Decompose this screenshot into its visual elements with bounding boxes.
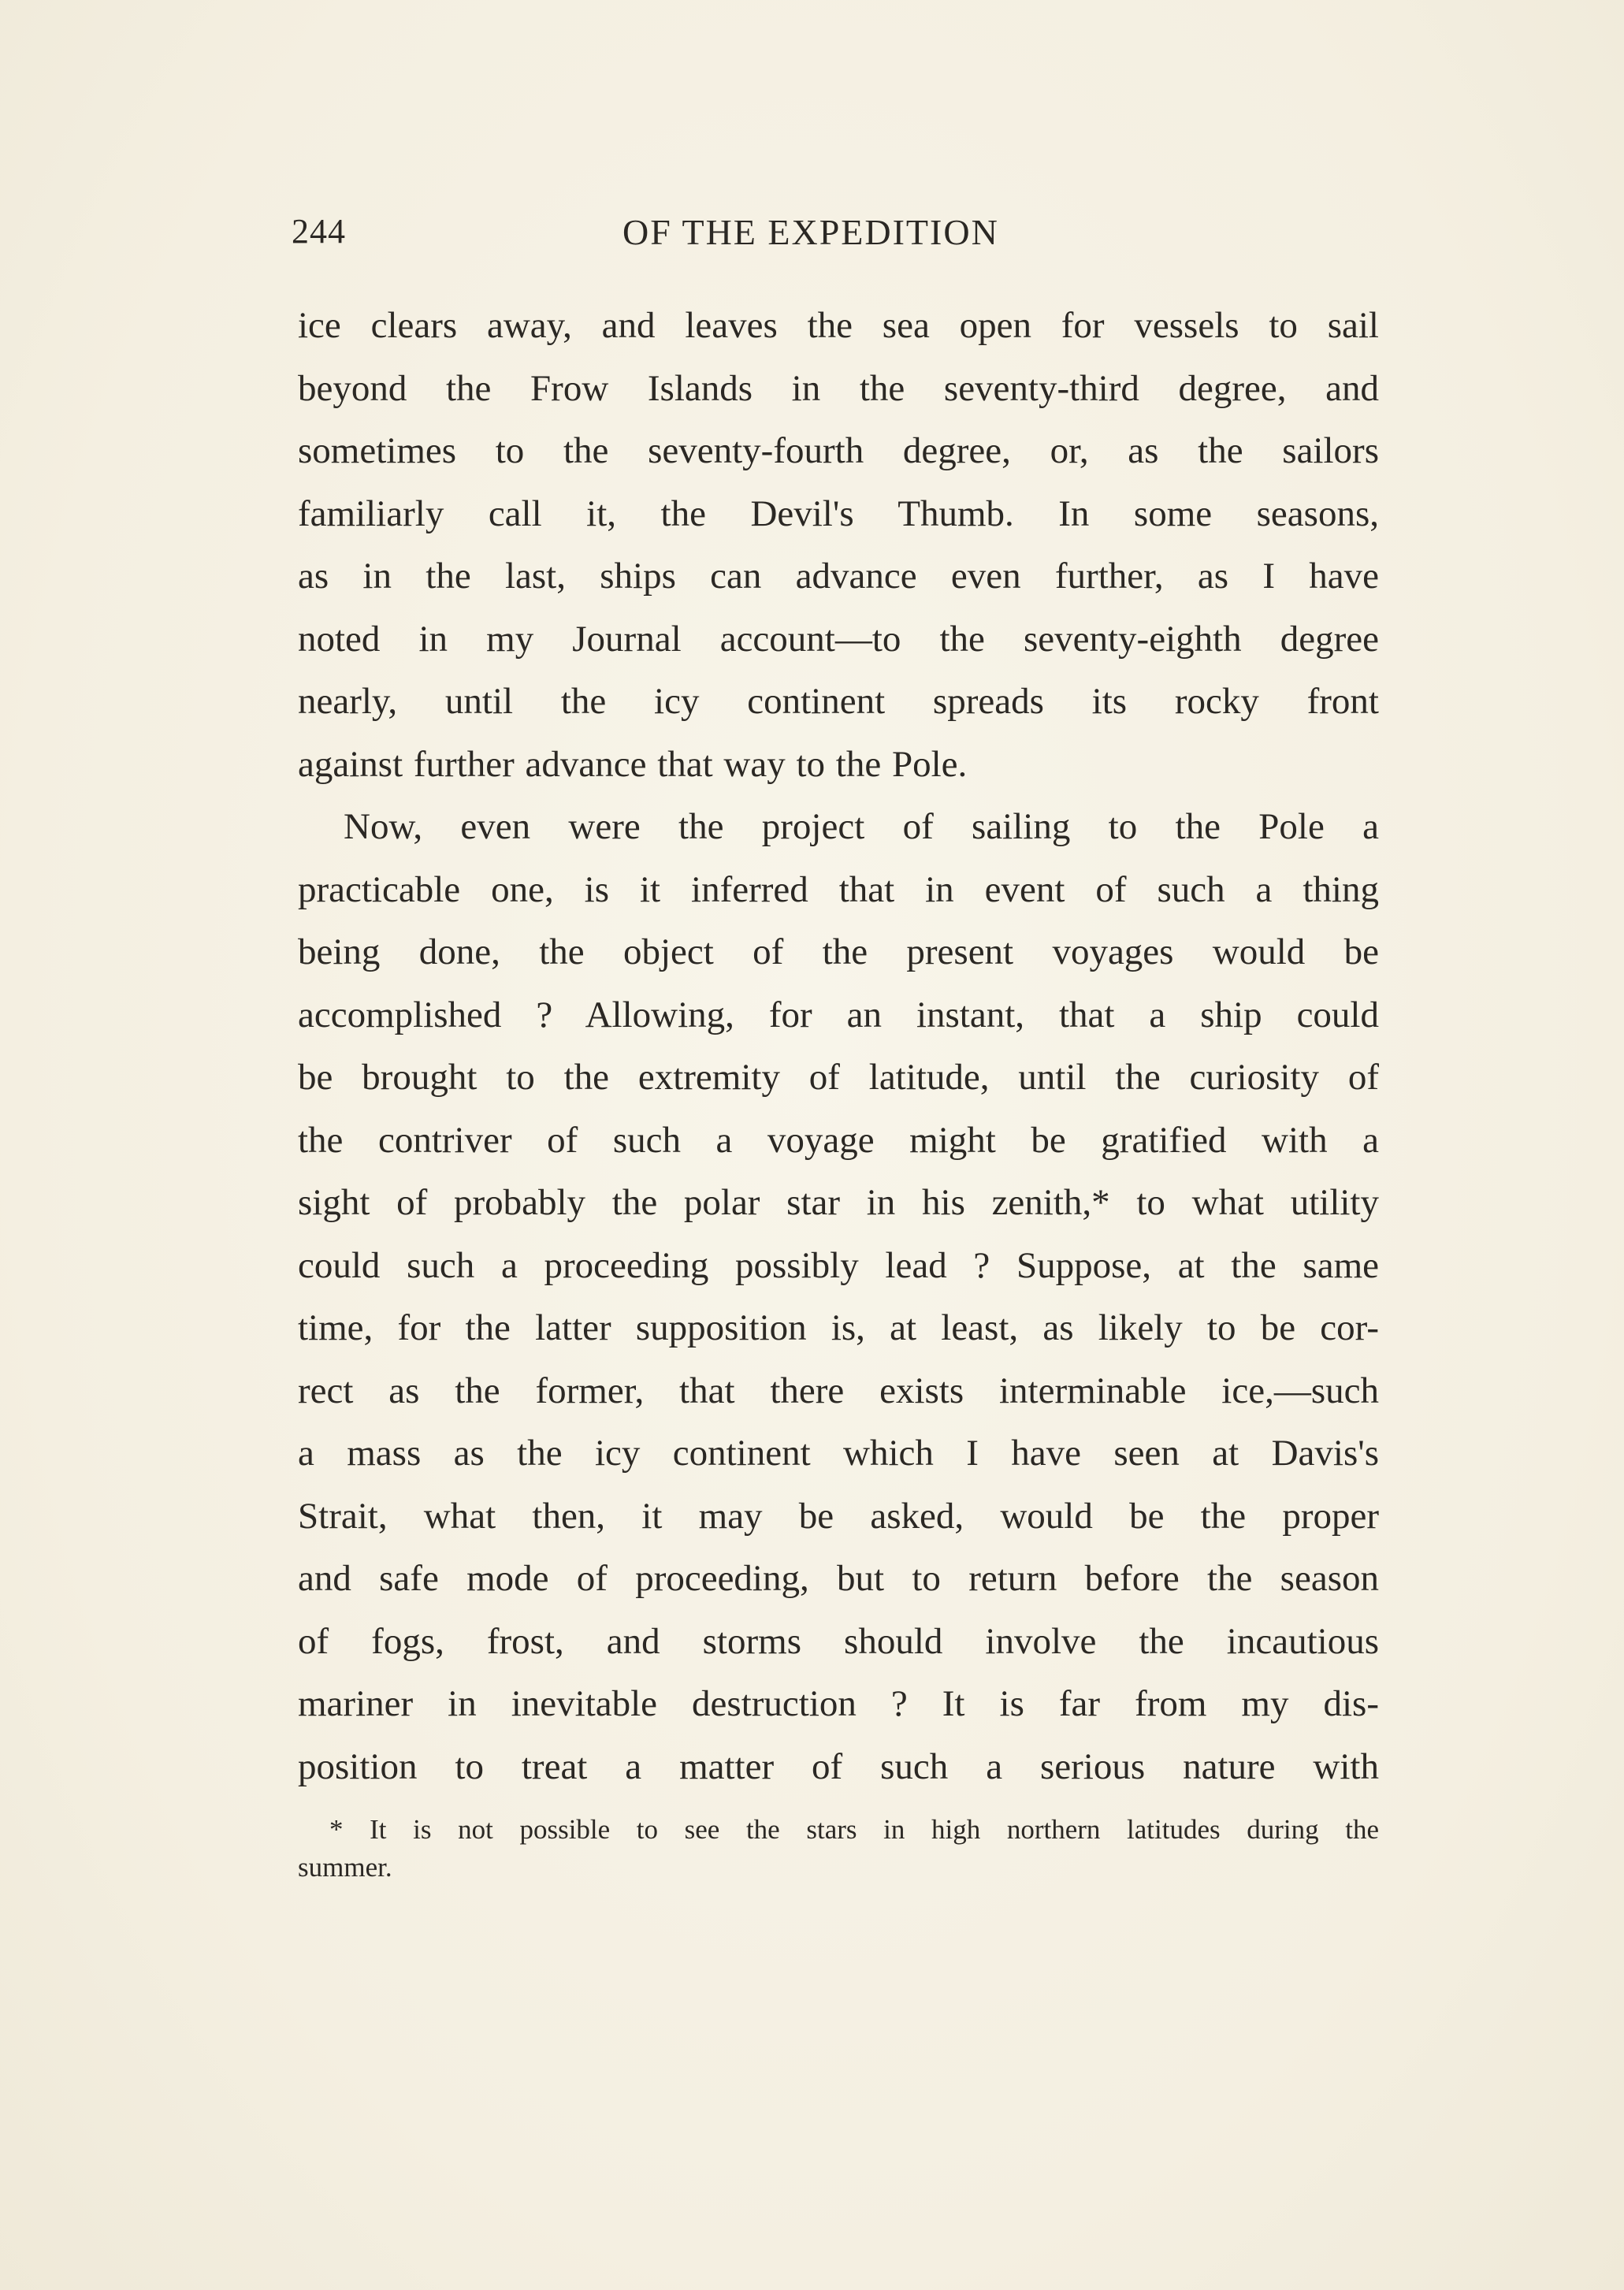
text-line: could such a proceeding possibly lead ? Suppose, at the same — [298, 1244, 1379, 1286]
text-line: accomplished ? Allowing, for an instant, that a ship could — [298, 994, 1379, 1035]
text-line: and safe mode of proceeding, but to return before the season — [298, 1558, 1379, 1599]
footnote-line: summer. — [298, 1852, 392, 1883]
footnote — [298, 1811, 1379, 1887]
text-line: ice clears away, and leaves the sea open for vessels to sail — [298, 305, 1379, 346]
text-line: a mass as the icy continent which I have seen at Davis's — [298, 1433, 1379, 1474]
text-line: as in the last, ships can advance even further, as I have — [298, 556, 1379, 597]
body-text — [298, 295, 1379, 1798]
text-line: sight of probably the polar star in his zenith,* to what utility — [298, 1182, 1379, 1223]
text-line: Strait, what then, it may be asked, would be the proper — [298, 1495, 1379, 1537]
text-line-paragraph-start: Now, even were the project of sailing to the Pole a — [344, 806, 1379, 847]
text-line: familiarly call it, the Devil's Thumb. In some seasons, — [298, 493, 1379, 534]
text-line: position to treat a matter of such a serious nature with — [298, 1745, 1379, 1787]
text-line: beyond the Frow Islands in the seventy-third degree, and — [298, 367, 1379, 409]
text-line: the contriver of such a voyage might be gratified with a — [298, 1119, 1379, 1161]
running-head: OF THE EXPEDITION — [622, 212, 999, 252]
text-line: rect as the former, that there exists interminable ice,—such — [298, 1370, 1379, 1411]
page-number: 244 — [292, 212, 346, 251]
text-line: noted in my Journal account—to the seventy-eighth degree — [298, 618, 1379, 660]
text-line: mariner in inevitable destruction ? It is far from my dis- — [298, 1683, 1379, 1724]
text-line: time, for the latter supposition is, at least, as likely to be cor- — [298, 1307, 1379, 1348]
text-line: of fogs, frost, and storms should involve the incautious — [298, 1620, 1379, 1662]
text-line: practicable one, is it inferred that in event of such a thing — [298, 868, 1379, 910]
text-line: sometimes to the seventy-fourth degree, or, as the sailors — [298, 430, 1379, 471]
text-line: being done, the object of the present voyages would be — [298, 931, 1379, 972]
text-line: be brought to the extremity of latitude, until the curiosity of — [298, 1057, 1379, 1098]
footnote-line: * It is not possible to see the stars in high northern latitudes during the — [329, 1814, 1379, 1845]
page-header — [292, 211, 1379, 258]
text-line: against further advance that way to the Pole. — [298, 743, 968, 785]
text-line: nearly, until the icy continent spreads its rocky front — [298, 681, 1379, 722]
